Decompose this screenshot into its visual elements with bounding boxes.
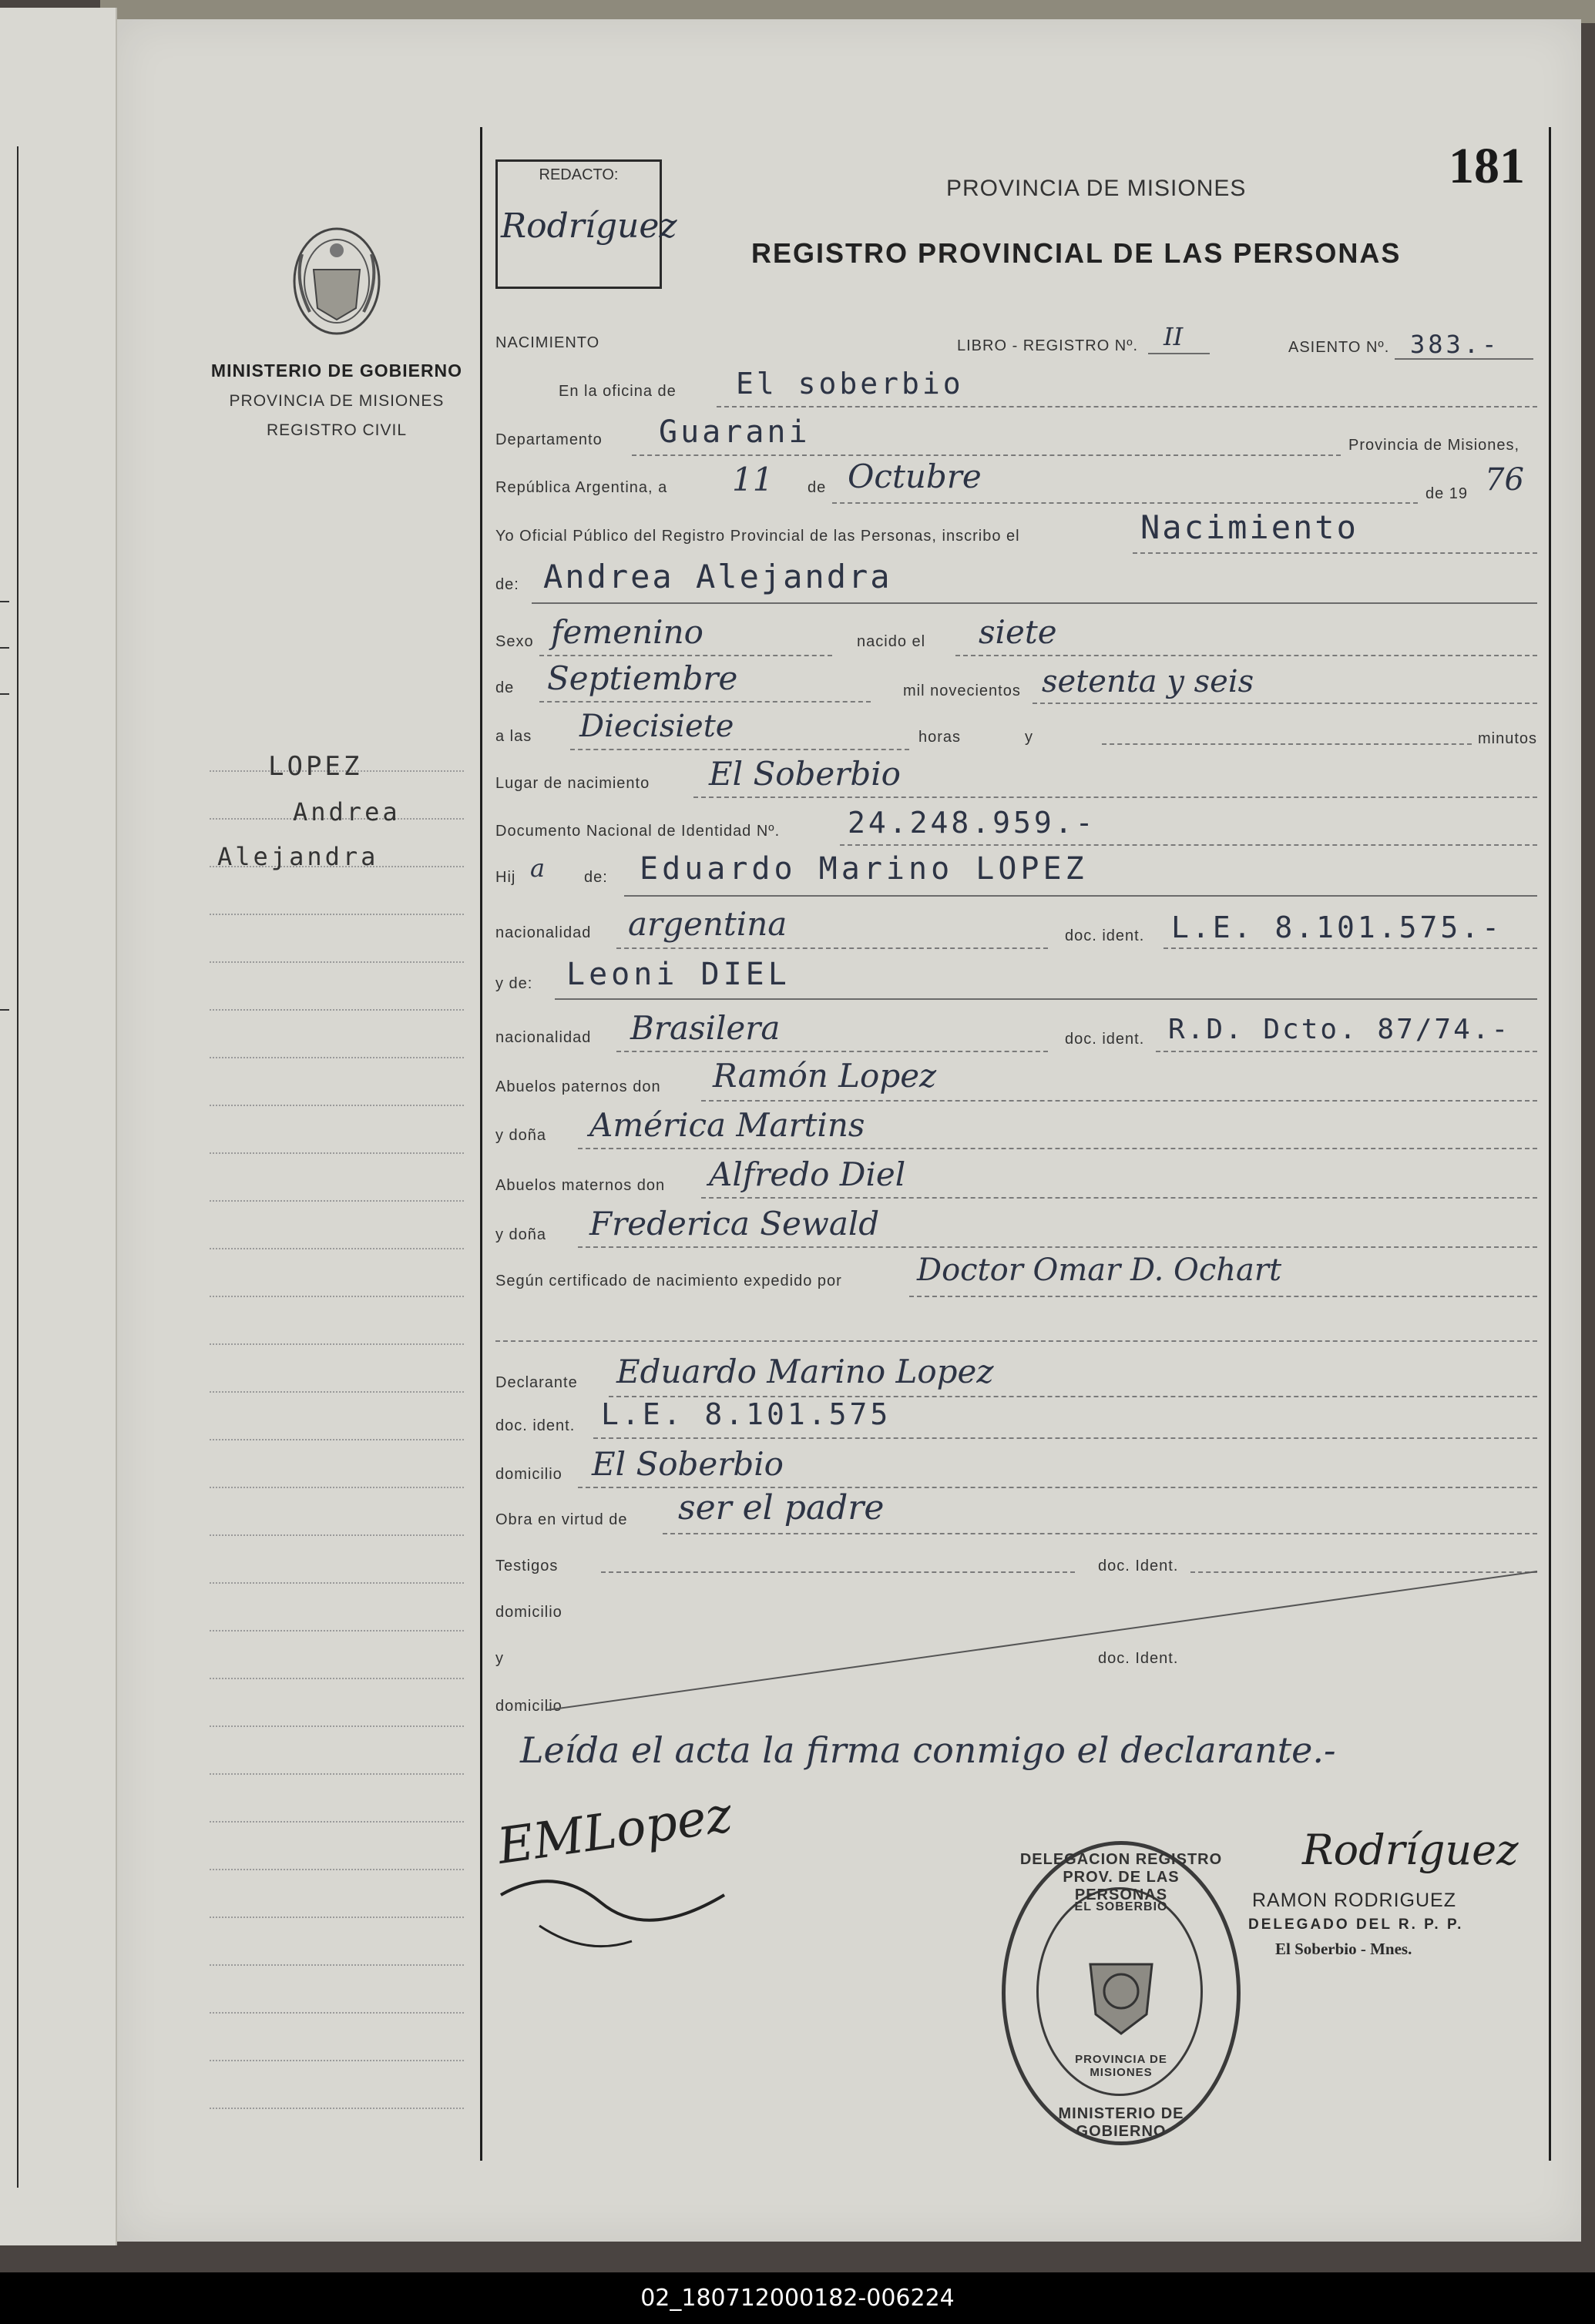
- abuela-materna-value: Frederica Sewald: [589, 1205, 880, 1242]
- margin-rule: [480, 127, 482, 2161]
- obra-label: Obra en virtud de: [495, 1511, 628, 1528]
- republica-label: República Argentina, a: [495, 479, 668, 496]
- declarante-value: Eduardo Marino Lopez: [616, 1353, 994, 1390]
- anio-nac-value: setenta y seis: [1042, 664, 1254, 699]
- abuelos-maternos-label: Abuelos maternos don: [495, 1177, 666, 1194]
- nombre-line: [532, 602, 1537, 604]
- redacto-box: [495, 159, 677, 289]
- margin-ruled-line: [210, 1105, 464, 1106]
- oficina-value: El soberbio: [736, 367, 964, 401]
- margin-ruled-line: [210, 1821, 464, 1823]
- obra-line: [663, 1533, 1537, 1534]
- left-page-tick: [0, 601, 9, 602]
- doc-declarante-value: L.E. 8.101.575: [601, 1397, 892, 1431]
- nacionalidad-madre-label: nacionalidad: [495, 1029, 592, 1046]
- closing-note: Leída el acta la firma conmigo el declarante.-: [520, 1729, 1336, 1771]
- abuela-paterna-line: [578, 1148, 1537, 1149]
- inscribo-value: Nacimiento: [1140, 508, 1358, 546]
- margin-ruled-line: [210, 1248, 464, 1249]
- hija-de-label: de:: [584, 869, 608, 886]
- minutos-line: [1102, 743, 1472, 745]
- nacido-value: siete: [979, 613, 1057, 651]
- left-page-tick: [0, 1009, 9, 1011]
- asiento-line: [1395, 358, 1533, 360]
- declarante-label: Declarante: [495, 1374, 578, 1391]
- mes-nac-value: Septiembre: [547, 659, 738, 697]
- left-page-rule: [17, 146, 18, 2188]
- left-page-tick: [0, 647, 9, 649]
- nombre-value: Andrea Alejandra: [543, 558, 892, 595]
- abuelo-materno-line: [701, 1197, 1537, 1199]
- province-header: PROVINCIA DE MISIONES: [946, 176, 1247, 201]
- margin-ruled-line: [210, 1296, 464, 1297]
- redacto-signature: Rodríguez: [501, 206, 677, 246]
- margin-ruled-line: [210, 1391, 464, 1393]
- obra-value: ser el padre: [678, 1488, 885, 1528]
- margin-ruled-line: [210, 961, 464, 963]
- departamento-line: [632, 454, 1341, 456]
- minutos-label: minutos: [1478, 730, 1538, 747]
- nacionalidad-madre-value: Brasilera: [630, 1009, 781, 1047]
- mil-label: mil novecientos: [903, 682, 1021, 699]
- y-label: y: [1025, 729, 1033, 746]
- margin-ruled-line: [210, 1057, 464, 1058]
- anio-label: de 19: [1425, 485, 1469, 502]
- provincial-shield-icon: [287, 223, 387, 339]
- de-nombre-label: de:: [495, 576, 519, 593]
- nacionalidad-padre-value: argentina: [628, 905, 787, 943]
- hija-label: Hij: [495, 869, 516, 886]
- nac-padre-line: [616, 947, 1048, 949]
- margin-name-2: Alejandra: [217, 842, 379, 871]
- doc-madre-label: doc. ident.: [1065, 1031, 1145, 1048]
- ministry-title: MINISTERIO DE GOBIERNO: [210, 361, 463, 381]
- abuela-paterna-value: América Martins: [589, 1106, 865, 1144]
- margin-ruled-line: [210, 1487, 464, 1488]
- stamp-inner-top: EL SOBERBIO: [1074, 1900, 1168, 1913]
- margin-ruled-line: [210, 1534, 464, 1536]
- margin-ruled-line: [210, 1630, 464, 1631]
- departamento-label: Departamento: [495, 431, 603, 448]
- margin-ruled-line: [210, 2012, 464, 2014]
- image-id-footer: [0, 2272, 1595, 2324]
- dni-label: Documento Nacional de Identidad Nº.: [495, 823, 781, 840]
- delegate-signature: Rodríguez: [1302, 1826, 1519, 1874]
- oficina-label: En la oficina de: [559, 383, 677, 400]
- margin-ruled-line: [210, 1725, 464, 1727]
- doc-declarante-label: doc. ident.: [495, 1417, 576, 1434]
- signature-flourish: [493, 1849, 740, 1964]
- ministry-province: PROVINCIA DE MISIONES: [229, 392, 445, 410]
- domicilio-label: domicilio: [495, 1466, 562, 1483]
- certificado-label: Según certificado de nacimiento expedido por: [495, 1273, 842, 1289]
- delegate-title: DELEGADO DEL R. P. P.: [1248, 1917, 1464, 1933]
- libro-value: II: [1164, 322, 1184, 351]
- margin-ruled-line: [210, 1869, 464, 1870]
- right-rule: [1549, 127, 1551, 2161]
- departamento-value: Guarani: [659, 414, 811, 450]
- certificado-value: Doctor Omar D. Ochart: [917, 1253, 1282, 1288]
- doc-declarante-line: [593, 1437, 1537, 1439]
- oficina-line: [717, 406, 1537, 407]
- padre-value: Eduardo Marino LOPEZ: [640, 851, 1088, 887]
- abuelo-paterno-value: Ramón Lopez: [713, 1057, 937, 1095]
- dni-line: [840, 844, 1537, 846]
- margin-ruled-line: [210, 914, 464, 915]
- libro-line: [1148, 353, 1210, 354]
- nacido-label: nacido el: [857, 633, 926, 650]
- doc-padre-line: [1164, 947, 1537, 949]
- delegation-stamp: [1002, 1841, 1241, 2145]
- margin-surname: LOPEZ: [268, 751, 363, 782]
- lugar-value: El Soberbio: [709, 755, 901, 793]
- cancel-diagonal-line: [539, 1564, 1541, 1718]
- abuela-materna-label: y doña: [495, 1226, 547, 1243]
- yde-label: y de:: [495, 975, 533, 992]
- margin-ruled-line: [210, 1773, 464, 1775]
- lugar-line: [693, 796, 1537, 798]
- domicilio2-label: domicilio: [495, 1604, 562, 1621]
- doc-madre-line: [1156, 1051, 1537, 1052]
- inscribo-line: [1133, 552, 1537, 554]
- left-page-edge: [0, 8, 117, 2245]
- doc-padre-value: L.E. 8.101.575.-: [1171, 910, 1503, 944]
- madre-line: [555, 998, 1537, 1000]
- mes-value: Octubre: [848, 458, 982, 495]
- stamp-bottom: MINISTERIO DE GOBIERNO: [1058, 2105, 1184, 2140]
- provincia-label: Provincia de Misiones,: [1348, 437, 1520, 454]
- abuelo-materno-value: Alfredo Diel: [709, 1155, 906, 1193]
- left-page-tick: [0, 693, 9, 695]
- mes-nac-line: [539, 701, 871, 703]
- delegate-place: El Soberbio - Mnes.: [1275, 1940, 1412, 1958]
- padre-line: [624, 895, 1537, 897]
- margin-ruled-line: [210, 1152, 464, 1154]
- margin-ruled-line: [210, 1678, 464, 1679]
- margin-ruled-line: [210, 1917, 464, 1918]
- ministry-block: [202, 361, 472, 440]
- madre-value: Leoni DIEL: [566, 957, 791, 992]
- redacto-label: REDACTO:: [539, 166, 619, 183]
- margin-ruled-line: [210, 1343, 464, 1345]
- abuelo-paterno-line: [701, 1100, 1537, 1102]
- asiento-value: 383.-: [1410, 330, 1500, 359]
- stamp-inner-bottom: PROVINCIA DE MISIONES: [1075, 2053, 1167, 2079]
- margin-ruled-line: [210, 1200, 464, 1202]
- image-id-text: 02_180712000182-006224: [640, 2285, 955, 2312]
- dni-value: 24.248.959.-: [848, 806, 1096, 840]
- de-mes-label: de: [495, 679, 515, 696]
- nacionalidad-padre-label: nacionalidad: [495, 924, 592, 941]
- nacimiento-label: NACIMIENTO: [495, 334, 600, 351]
- abuela-paterna-label: y doña: [495, 1127, 547, 1144]
- sexo-line: [539, 655, 832, 656]
- declarant-signature: EMLopez: [494, 1786, 736, 1876]
- testigos-label: Testigos: [495, 1558, 559, 1574]
- page-number: 181: [1449, 138, 1525, 194]
- stamp-outer-text: DELEGACION REGISTRO PROV. DE LAS PERSONAS: [1019, 1851, 1223, 1903]
- margin-name-1: Andrea: [293, 797, 401, 827]
- oficial-label: Yo Oficial Público del Registro Provincial de las Personas, inscribo el: [495, 528, 1020, 545]
- libro-label: LIBRO - REGISTRO Nº.: [957, 337, 1139, 354]
- dia-value: 11: [732, 461, 774, 498]
- lugar-label: Lugar de nacimiento: [495, 775, 650, 792]
- margin-ruled-line: [210, 1439, 464, 1440]
- doc-padre-label: doc. ident.: [1065, 927, 1145, 944]
- hija-suffix: a: [530, 853, 546, 883]
- testigo1-doc-label: doc. Ident.: [1098, 1558, 1179, 1574]
- margin-ruled-line: [210, 2108, 464, 2109]
- domicilio-value: El Soberbio: [592, 1445, 784, 1483]
- y2-label: y: [495, 1650, 504, 1667]
- certificado-line: [909, 1296, 1537, 1297]
- abuela-materna-line: [578, 1246, 1537, 1248]
- mes-line: [832, 502, 1418, 504]
- margin-ruled-line: [210, 2060, 464, 2061]
- delegate-name: RAMON RODRIGUEZ: [1252, 1890, 1456, 1911]
- doc-madre-value: R.D. Dcto. 87/74.-: [1168, 1014, 1511, 1045]
- margin-ruled-line: [210, 1964, 464, 1966]
- anio-value: 76: [1485, 462, 1524, 498]
- margin-ruled-line: [210, 1009, 464, 1011]
- hora-value: Diecisiete: [579, 709, 734, 744]
- sexo-value: femenino: [551, 613, 703, 651]
- ministry-registry: REGISTRO CIVIL: [266, 421, 408, 439]
- sexo-label: Sexo: [495, 633, 534, 650]
- certificado-line-2: [495, 1340, 1537, 1342]
- horas-label: horas: [918, 729, 962, 746]
- alas-label: a las: [495, 728, 532, 745]
- abuelos-paternos-label: Abuelos paternos don: [495, 1078, 661, 1095]
- registry-header: REGISTRO PROVINCIAL DE LAS PERSONAS: [751, 237, 1402, 269]
- stamp-shield-icon: [1079, 1949, 1164, 2041]
- anio-nac-line: [1033, 703, 1537, 704]
- de-label: de: [808, 479, 827, 496]
- testigo2-doc-label: doc. Ident.: [1098, 1650, 1179, 1667]
- nac-madre-line: [616, 1051, 1048, 1052]
- margin-ruled-line: [210, 1582, 464, 1584]
- domicilio3-label: domicilio: [495, 1698, 562, 1715]
- nacido-line: [955, 655, 1537, 656]
- asiento-label: ASIENTO Nº.: [1288, 339, 1390, 356]
- hora-line: [570, 749, 909, 750]
